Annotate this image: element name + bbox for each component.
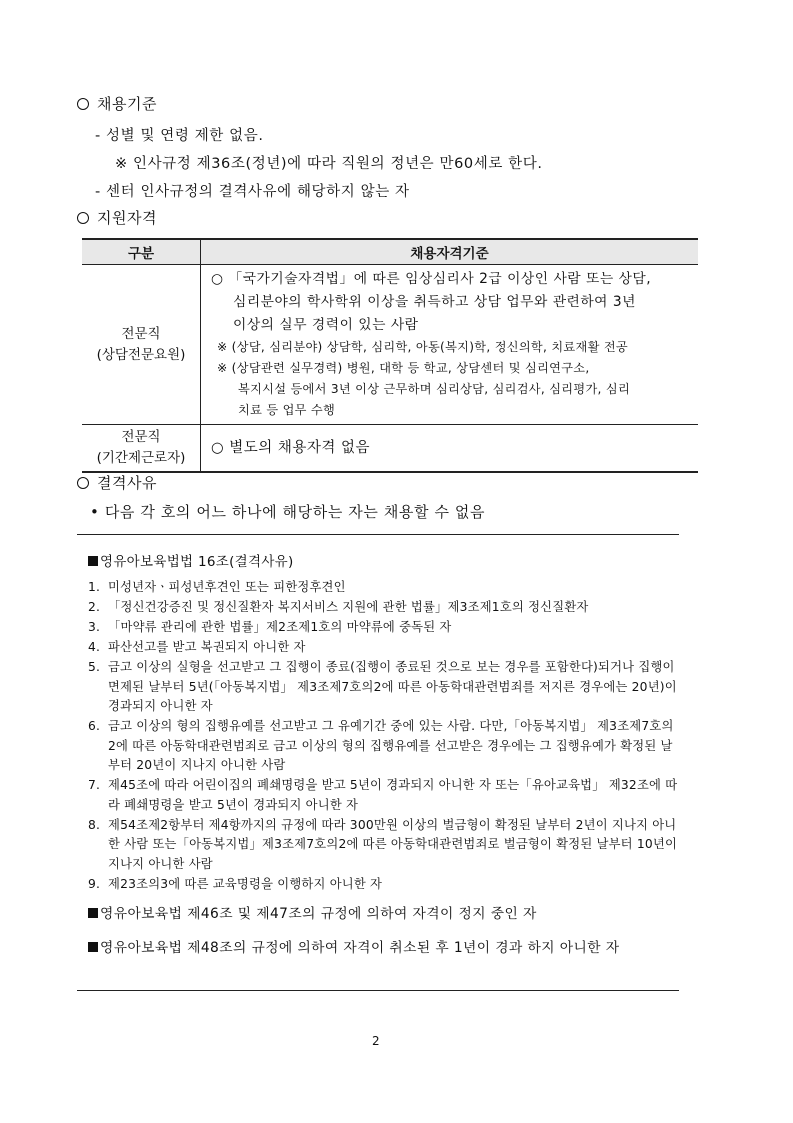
extra-item-revoked: 영유아보육법 제48조의 규정에 의하여 자격이 취소된 후 1년이 경과 하지 아니한 자 <box>88 936 678 956</box>
extra-item-suspended: 영유아보육법 제46조 및 제47조의 규정에 의하여 자격이 정지 중인 자 <box>88 902 678 922</box>
list-item: 7. 제45조에 따라 어린이집의 폐쇄명령을 받고 5년이 경과되지 아니한 자 또는「유아교육법」 제32조에 따라 폐쇄명령을 받고 5년이 경과되지 아니한 자 <box>88 778 678 812</box>
circle-bullet-icon <box>77 212 89 224</box>
disqualification-bullet: • 다음 각 호의 어느 하나에 해당하는 자는 채용할 수 없음 <box>90 503 486 521</box>
list-item: 8. 제54조제2항부터 제4항까지의 규정에 따라 300만원 이상의 벌금형이 확정된 날부터 2년이 지나지 아니한 사람 또는「아동복지법」제3조제7호의2에 따른 아동학대관련범죄로 벌금형이 확정된 날부터 10년이 지나지 아니한 사람 <box>88 817 678 871</box>
circle-bullet-icon <box>77 477 89 489</box>
criteria-cell: ○ 「국가기술자격법」에 따른 임상심리사 2급 이상인 사람 또는 상담, 심리분야의 학사학위 이상을 취득하고 상담 업무와 관련하여 3년 이상의 실무 경력이 있는 사람 ※ (상담, 심리분야) 상담학, 심리학, 아동(복지)학, 정신의학, 치료재활 전공 ※ (상담관련 실무경력) 병원, 대학 등 학교, 상담센터 및 심리연구소, 복지시설 등에서 3년 이상 근무하며 심리상담, 심리검사, 심리평가, 심리 치료 등 업무 수행 <box>201 265 699 425</box>
list-item: 1. 미성년자ㆍ피성년후견인 또는 피한정후견인 <box>88 580 346 594</box>
box-top-rule <box>77 534 679 535</box>
black-square-icon <box>88 556 98 566</box>
section-heading-qualification: 지원자격 <box>77 207 157 228</box>
box-title: 영유아보육법법 16조(결격사유) <box>88 550 678 570</box>
recruit-line-2: - 센터 인사규정의 결격사유에 해당하지 않는 자 <box>95 184 410 200</box>
qualification-table <box>82 238 698 473</box>
recruit-note-1: ※ 인사규정 제36조(정년)에 따라 직원의 정년은 만60세로 한다. <box>115 156 543 172</box>
recruit-line-1: - 성별 및 연령 제한 없음. <box>95 128 264 144</box>
list-item: 2. 「정신건강증진 및 정신질환자 복지서비스 지원에 관한 법률」제3조제1호의 정신질환자 <box>88 600 589 614</box>
table-header-row <box>82 239 698 265</box>
section-heading-recruit: 채용기준 <box>77 93 157 114</box>
criteria-cell: ○ 별도의 채용자격 없음 <box>201 425 699 473</box>
category-cell: 전문직 (기간제근로자) <box>82 425 201 473</box>
category-cell: 전문직 (상담전문요원) <box>82 265 201 425</box>
table-row <box>82 265 698 425</box>
box-bottom-rule <box>77 990 679 991</box>
table-header-criteria: 채용자격기준 <box>201 239 699 265</box>
list-item: 4. 파산선고를 받고 복권되지 아니한 자 <box>88 640 306 654</box>
table-row <box>82 425 698 473</box>
black-square-icon <box>88 908 98 918</box>
list-item: 9. 제23조의3에 따른 교육명령을 이행하지 아니한 자 <box>88 876 383 891</box>
page-number: 2 <box>372 1034 380 1048</box>
section-heading-disqualification: 결격사유 <box>77 472 157 493</box>
disqualification-list <box>88 578 678 894</box>
black-square-icon <box>88 942 98 952</box>
list-item: 5. 금고 이상의 실형을 선고받고 그 집행이 종료(집행이 종료된 것으로 보는 경우를 포함한다)되거나 집행이 면제된 날부터 5년(「아동복지법」 제3조제7호의2에 따른 아동학대관련범죄를 저지른 경우에는 20년)이 경과되지 아니한 자 <box>88 660 677 713</box>
table-header-category: 구분 <box>82 239 201 265</box>
list-item: 3. 「마약류 관리에 관한 법률」제2조제1호의 마약류에 중독된 자 <box>88 620 452 634</box>
list-item: 6. 금고 이상의 형의 집행유예를 선고받고 그 유예기간 중에 있는 사람. 다만,「아동복지법」 제3조제7호의2에 따른 아동학대관련범죄로 금고 이상의 형의 집행유예를 선고받은 경우에는 그 집행유예가 확정된 날부터 20년이 지나지 아니한 사람 <box>88 719 674 772</box>
disqualification-box <box>88 550 678 956</box>
circle-bullet-icon <box>77 98 89 110</box>
